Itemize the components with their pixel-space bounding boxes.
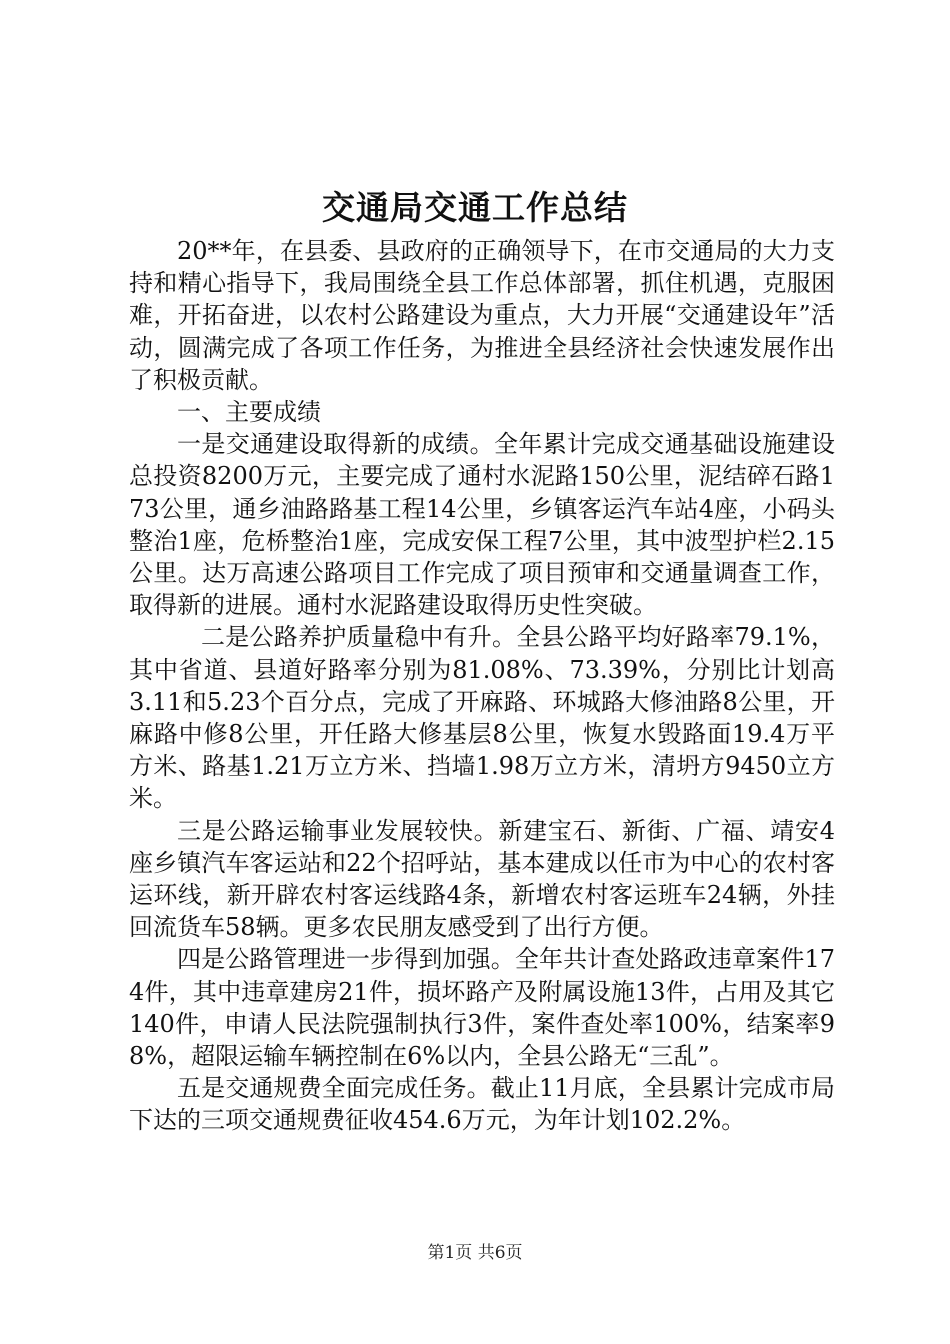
paragraph-intro: 20**年，在县委、县政府的正确领导下，在市交通局的大力支持和精心指导下，我局围绕全县工作总体部署，抓住机遇，克服困难，开拓奋进，以农村公路建设为重点，大力开展“交通建设年”活动，圆满完成了各项工作任务，为推进全县经济社会快速发展作出了积极贡献。 bbox=[129, 237, 835, 394]
paragraph-fees: 五是交通规费全面完成任务。截止11月底，全县累计完成市局下达的三项交通规费征收454.6万元，为年计划102.2%。 bbox=[129, 1074, 835, 1135]
paragraph-transport: 三是公路运输事业发展较快。新建宝石、新街、广福、靖安4座乡镇汽车客运站和22个招呼站，基本建成以任市为中心的农村客运环线，新开辟农村客运线路4条，新增农村客运班车24辆，外挂回流货车58辆。更多农民朋友感受到了出行方便。 bbox=[129, 816, 835, 942]
paragraph-construction: 一是交通建设取得新的成绩。全年累计完成交通基础设施建设总投资8200万元，主要完成了通村水泥路150公里，泥结碎石路173公里，通乡油路路基工程14公里，乡镇客运汽车站4座，小码头整治1座，危桥整治1座，完成安保工程7公里，其中波型护栏2.15公里。达万高速公路项目工作完成了项目预审和交通量调查工作，取得新的进展。通村水泥路建设取得历史性突破。 bbox=[129, 430, 835, 620]
page-title: 交通局交通工作总结 bbox=[322, 188, 628, 227]
paragraph-management: 四是公路管理进一步得到加强。全年共计查处路政违章案件174件，其中违章建房21件，损坏路产及附属设施13件，占用及其它140件，申请人民法院强制执行3件，案件查处率100%，结案率98%，超限运输车辆控制在6%以内，全县公路无“三乱”。 bbox=[129, 945, 835, 1071]
section-heading-main-achievements: 一、主要成绩 bbox=[177, 398, 321, 427]
paragraph-maintenance: 二是公路养护质量稳中有升。全县公路平均好路率79.1%，其中省道、县道好路率分别为81.08%、73.39%，分别比计划高3.11和5.23个百分点，完成了开麻路、环城路大修油路8公里，开麻路中修8公里，开任路大修基层8公里，恢复水毁路面19.4万平方米、路基1.21万立方米、挡墙1.98万立方米，清坍方9450立方米。 bbox=[129, 623, 835, 813]
page-footer: 第1页 共6页 bbox=[427, 1243, 523, 1263]
document-body bbox=[129, 235, 835, 1137]
